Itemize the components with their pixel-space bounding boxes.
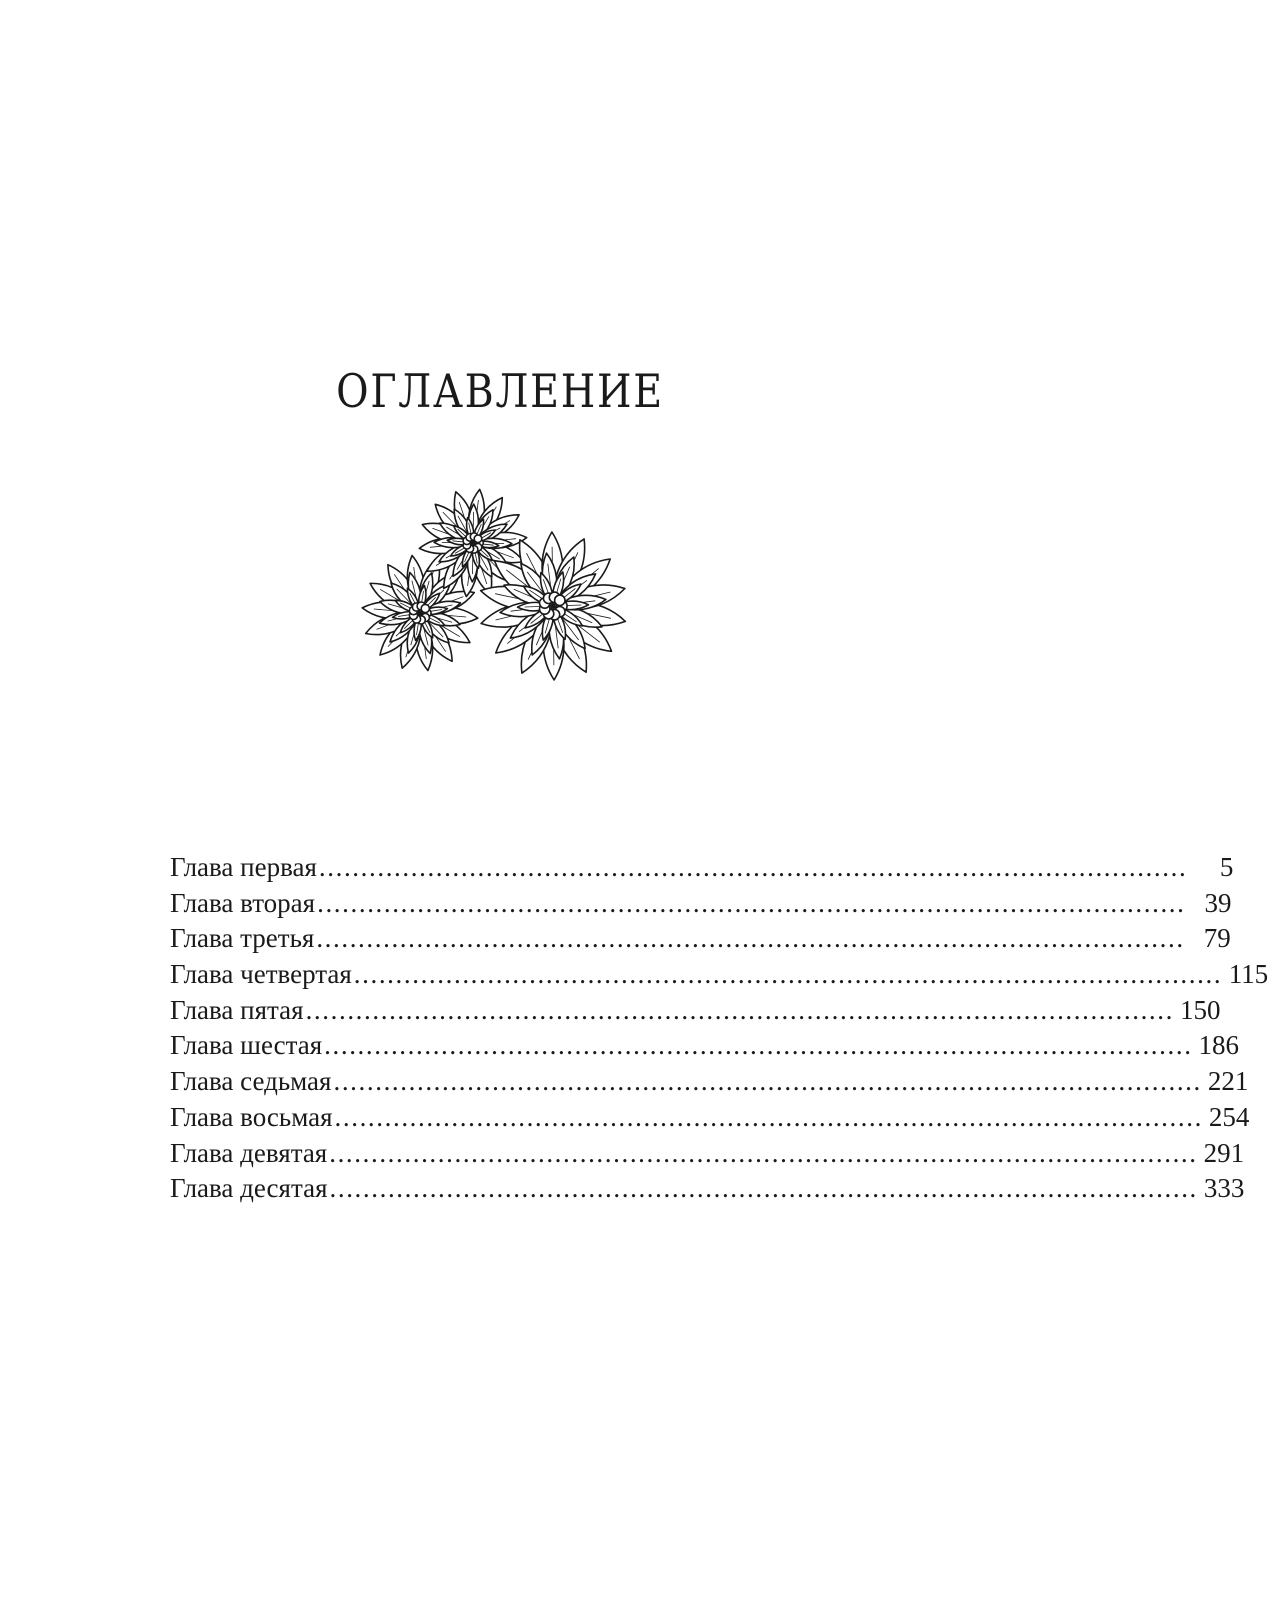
toc-page-number: 39	[1204, 887, 1232, 918]
toc-leader-dots: ........................................................................................................	[329, 1137, 1198, 1168]
toc-leader-dots: ........................................................................................................	[329, 1173, 1198, 1204]
page-title: ОГЛАВЛЕНИЕ	[336, 363, 664, 418]
toc-chapter-title: Глава десятая	[170, 1173, 328, 1204]
toc-chapter-title: Глава седьмая	[170, 1066, 332, 1097]
toc-chapter-title: Глава вторая	[170, 887, 316, 918]
flower-ornament-icon	[358, 488, 638, 706]
toc-entry[interactable]	[170, 957, 1268, 993]
toc-entry[interactable]	[170, 850, 1234, 886]
toc-entry[interactable]	[170, 886, 1232, 922]
table-of-contents	[170, 850, 1268, 1207]
toc-leader-dots: ........................................................................................................	[334, 1101, 1203, 1132]
toc-chapter-title: Глава четвертая	[170, 959, 352, 990]
toc-page-number: 150	[1179, 994, 1221, 1025]
toc-chapter-title: Глава первая	[170, 852, 317, 882]
toc-chapter-title: Глава девятая	[170, 1137, 328, 1168]
toc-page-number: 79	[1203, 923, 1231, 954]
toc-leader-dots: ........................................................................................................	[333, 1066, 1202, 1097]
toc-chapter-title: Глава пятая	[170, 994, 304, 1025]
toc-leader-dots: ........................................................................................................	[317, 887, 1186, 918]
toc-page-number: 333	[1203, 1173, 1245, 1204]
toc-leader-dots: ........................................................................................................	[318, 852, 1188, 882]
toc-page-number: 254	[1208, 1101, 1250, 1132]
toc-page-number: 291	[1203, 1137, 1245, 1168]
toc-leader-dots: ........................................................................................................	[316, 923, 1185, 954]
toc-entry[interactable]	[170, 1064, 1249, 1100]
toc-page-number: 5	[1219, 852, 1234, 882]
toc-chapter-title: Глава шестая	[170, 1030, 323, 1061]
toc-page-number: 186	[1198, 1030, 1240, 1061]
toc-entry[interactable]	[170, 1136, 1245, 1172]
toc-chapter-title: Глава восьмая	[170, 1101, 333, 1132]
toc-leader-dots: ........................................................................................................	[353, 959, 1223, 990]
toc-entry[interactable]	[170, 1028, 1240, 1064]
toc-leader-dots: ........................................................................................................	[305, 994, 1174, 1025]
toc-entry[interactable]	[170, 1171, 1245, 1207]
toc-entry[interactable]	[170, 1100, 1250, 1136]
toc-entry[interactable]	[170, 921, 1231, 957]
toc-leader-dots: ........................................................................................................	[324, 1030, 1193, 1061]
toc-entry[interactable]	[170, 993, 1221, 1029]
toc-chapter-title: Глава третья	[170, 923, 315, 954]
toc-page-number: 115	[1228, 959, 1268, 990]
toc-page-number: 221	[1207, 1066, 1249, 1097]
